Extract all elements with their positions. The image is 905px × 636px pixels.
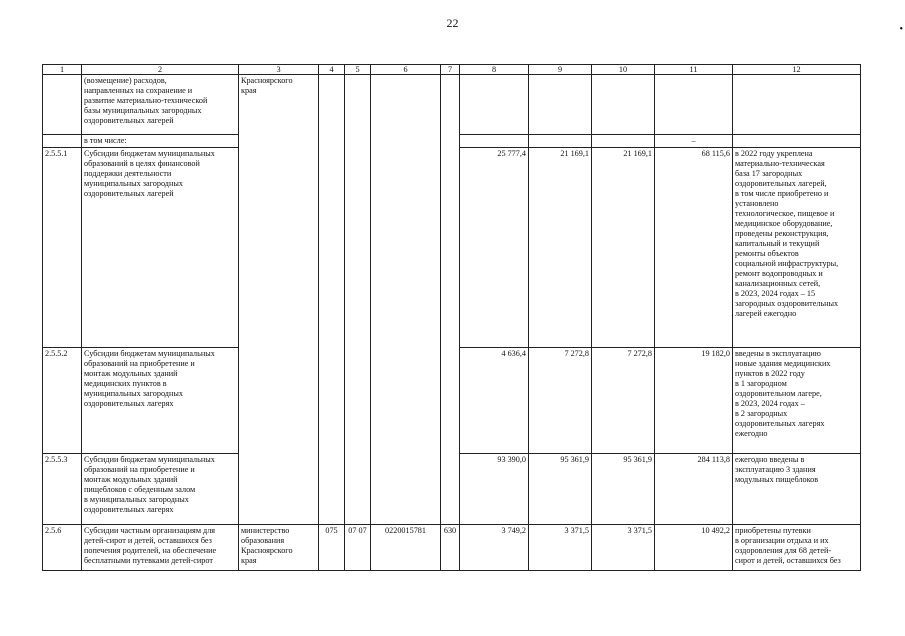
value-col8: 3 749,2 [460,525,529,571]
value-col10: 95 361,9 [592,454,655,525]
measure-name: Субсидии бюджетам муниципальных образований в целях финансовой поддержки деятельности муниципальных загородных оздоровительных лагерей [82,148,239,348]
value-col10: 21 169,1 [592,148,655,348]
value-col9: 7 272,8 [529,348,592,454]
code-col4: 075 [319,525,345,571]
row-code: 2.5.5.2 [43,348,82,454]
value-col9: 95 361,9 [529,454,592,525]
value-col11: 10 492,2 [655,525,733,571]
measure-name: Субсидии частным организациям для детей-сирот и детей, оставшихся без попечения родителей, на обеспечение бесплатными путевками детей-сирот [82,525,239,571]
page-number: 22 [446,16,459,30]
value-col11: 19 182,0 [655,348,733,454]
dash-cell: – [655,135,733,148]
executor-cell: министерство образования Красноярского края [239,525,319,571]
column-header: 2 [82,65,239,75]
value-col8: 25 777,4 [460,148,529,348]
row-code: 2.5.6 [43,525,82,571]
code-col7: 630 [441,525,460,571]
code-col6: 0220015781 [371,525,441,571]
value-col11: 284 113,8 [655,454,733,525]
code-col5: 07 07 [345,525,371,571]
including-label: в том числе: [82,135,239,148]
table-row [43,75,861,135]
value-col8: 93 390,0 [460,454,529,525]
column-header: 9 [529,65,592,75]
value-col11: 68 115,6 [655,148,733,348]
value-col10: 7 272,8 [592,348,655,454]
column-header: 6 [371,65,441,75]
column-header: 4 [319,65,345,75]
measure-name: (возмещение) расходов, направленных на сохранение и развитие материально-технической базы муниципальных загородных оздоровительных лагерей [82,75,239,135]
column-header: 11 [655,65,733,75]
value-col9: 21 169,1 [529,148,592,348]
expected-result: введены в эксплуатацию новые здания медицинских пунктов в 2022 году в 1 загородном оздоровительном лагере, в 2023, 2024 годах – в 2 загородных оздоровительных лагерях ежегодно [733,348,861,454]
row-code: 2.5.5.3 [43,454,82,525]
column-numbers-row [43,65,861,75]
value-col10: 3 371,5 [592,525,655,571]
column-header: 12 [733,65,861,75]
column-header: 7 [441,65,460,75]
value-col9: 3 371,5 [529,525,592,571]
column-header: 1 [43,65,82,75]
value-col8: 4 636,4 [460,348,529,454]
expected-result: ежегодно введены в эксплуатацию 3 здания модульных пищеблоков [733,454,861,525]
column-header: 10 [592,65,655,75]
measure-name: Субсидии бюджетам муниципальных образований на приобретение и монтаж модульных зданий пищеблоков с обеденным залом в муниципальных загородных оздоровительных лагерях [82,454,239,525]
table-row [43,525,861,571]
expected-result: в 2022 году укреплена материально-техническая база 17 загородных оздоровительных лагерей, в том числе приобретено и установлено технологическое, пищевое и медицинское оборудование, проведены реконструкция, капитальный и текущий ремонты объектов социальной инфраструктуры, ремонт водопроводных и канализационных сетей, в 2023, 2024 годах – 15 загородных оздоровительных лагерей ежегодно [733,148,861,348]
column-header: 3 [239,65,319,75]
column-header: 8 [460,65,529,75]
row-code: 2.5.5.1 [43,148,82,348]
column-header: 5 [345,65,371,75]
expected-result: приобретены путевки в организации отдыха и их оздоровления для 68 детей- сирот и детей, оставшихся без [733,525,861,571]
executor-cell: Красноярского края [239,75,319,525]
budget-table [42,64,861,571]
measure-name: Субсидии бюджетам муниципальных образований на приобретение и монтаж модульных зданий медицинских пунктов в муниципальных загородных оздоровительных лагерях [82,348,239,454]
corner-mark: • [899,24,903,35]
